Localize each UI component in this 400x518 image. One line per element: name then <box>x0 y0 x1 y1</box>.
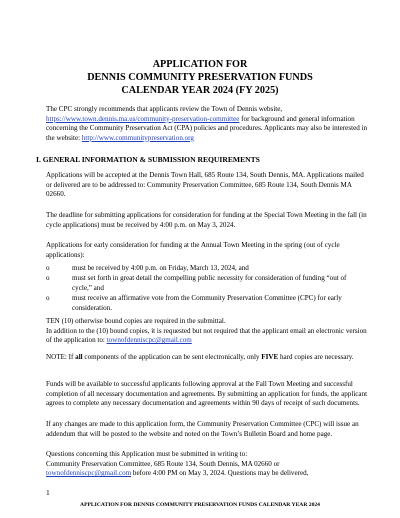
cpa-website-link[interactable]: http://www.communitypreservation.org <box>81 133 194 142</box>
page-footer: APPLICATION FOR DENNIS COMMUNITY PRESERVATION FUNDS CALENDAR YEAR 2024 <box>80 502 320 508</box>
paragraph-funds: Funds will be available to successful applicants following approval at the Fall Town Meeting and successful completion of all necessary documentation and agreements. By submitting an application for funds, the applicant agrees to complete any necessary documentation and agreements within 90 days of receipt of such documents. <box>46 380 368 408</box>
paragraph-deadline: The deadline for submitting applications for consideration for funding at the Special Town Meeting in the fall (in cycle applications) must be received by 4:00 p.m. on May 3, 2024. <box>46 211 367 229</box>
intro-paragraph: The CPC strongly recommends that applicants review the Town of Dennis website, https://www.town.dennis.ma.us/community-preservation-committee for background and general information concerning the Community Preservation Act (CPA) policies and procedures. Applicants may also be interested in the website: http://www.communitypreservation.org <box>46 105 368 142</box>
paragraph-accepted-location: Applications will be accepted at the Dennis Town Hall, 685 Route 134, South Dennis, MA. Applications mailed or delivered are to be addressed to: Community Preservation Committee, 685 Route 134, South Dennis MA 02660. <box>46 171 364 199</box>
email-link[interactable]: townofdenniscpc@gmail.com <box>106 336 192 345</box>
paragraph-questions: Questions concerning this Application must be submitted in writing to: Community Preservation Committee, 685 Route 134, South Dennis, MA 02660 or townofdenniscpc@gmail.com before 4:00 PM on May 3, 2024. Questions may be delivered, <box>46 450 309 478</box>
page-number: 1 <box>46 488 50 497</box>
paragraph-early-consideration: Applications for early consideration for funding at the Annual Town Meeting in the spring (out of cycle applications): <box>46 241 340 259</box>
section-heading: I. GENERAL INFORMATION & SUBMISSION REQUIREMENTS <box>36 155 260 164</box>
document-page: APPLICATION FOR DENNIS COMMUNITY PRESERVATION FUNDS CALENDAR YEAR 2024 (FY 2025) The CPC strongly recommends that applicants review the Town of Dennis website, https://www.town.dennis.ma.us/community-preservation-committee for background and general information concerning the Community Preservation Act (CPA) policies and procedures. Applicants may also be interested in the website: http://www.communitypreservation.org I. GENERAL INFORMATION & SUBMISSION REQUIREMENTS Applications will be accepted at the Dennis Town Hall, 685 Route 134, South Dennis, MA. Applications mailed or delivered are to be addressed to: Community Preservation Committee, 685 Route 134, South Dennis MA 02660. The deadline for submitting applications for consideration for funding at the Special Town Meeting in the fall (in cycle applications) must be received by 4:00 p.m. on May 3, 2024. Applications for early consideration for funding at the Annual Town Meeting in the spring (out of cycle applications): o must be received by 4:00 p.m. on Friday, March 13, 2024, and o must set forth in great detail the compelling public necessity for consideration of funding “out of cycle,” and o must receive an affirmative vote from the Community Preservation Committee (CPC) for early consideration. TEN (10) otherwise bound copies are required in the submittal. In addition to the (10) bound copies, it is requested but not required that the applicant email an electronic version of the application to: townofdenniscpc@gmail.com NOTE: If all components of the application can be sent electronically, only FIVE hard copies are necessary. Funds will be available to successful applicants following approval at the Fall Town Meeting and successful completion of all necessary documentation and agreements. By submitting an application for funds, the applicant agrees to complete any necessary documentation and agreements within 90 days of receipt of such documents. If any changes are made to this application form, the Community Preservation Committee (CPC) will issue an addendum that will be posted to the website and noted on the Town’s Bulletin Board and home page. Questions concerning this Application must be submitted in writing to: Community Preservation Committee, 685 Route 134, South Dennis, MA 02660 or townofdenniscpc@gmail.com before 4:00 PM on May 3, 2024. Questions may be delivered, 1 APPLICATION FOR DENNIS COMMUNITY PRESERVATION FUNDS CALENDAR YEAR 2024 <box>0 0 400 518</box>
paragraph-copies: TEN (10) otherwise bound copies are required in the submittal. In addition to the (10) bound copies, it is requested but not required that the applicant email an electronic version of the application to: townofdenniscpc@gmail.com <box>46 317 367 345</box>
title-line-3: CALENDAR YEAR 2024 (FY 2025) <box>121 85 279 96</box>
town-website-link[interactable]: https://www.town.dennis.ma.us/community-preservation-committee <box>46 114 240 123</box>
paragraph-note: NOTE: If all components of the application can be sent electronically, only FIVE hard copies are necessary. <box>46 353 354 361</box>
bullet-marker: o <box>46 294 50 302</box>
bullet-marker: o <box>46 264 50 272</box>
email-link[interactable]: townofdenniscpc@gmail.com <box>46 469 132 478</box>
bullet-marker: o <box>46 274 50 282</box>
title-line-1: APPLICATION FOR <box>152 59 248 70</box>
document-title <box>0 58 400 97</box>
title-line-2: DENNIS COMMUNITY PRESERVATION FUNDS <box>87 72 313 83</box>
paragraph-changes: If any changes are made to this application form, the Community Preservation Committee (CPC) will issue an addendum that will be posted to the website and noted on the Town’s Bulletin Board and home page. <box>46 420 359 438</box>
